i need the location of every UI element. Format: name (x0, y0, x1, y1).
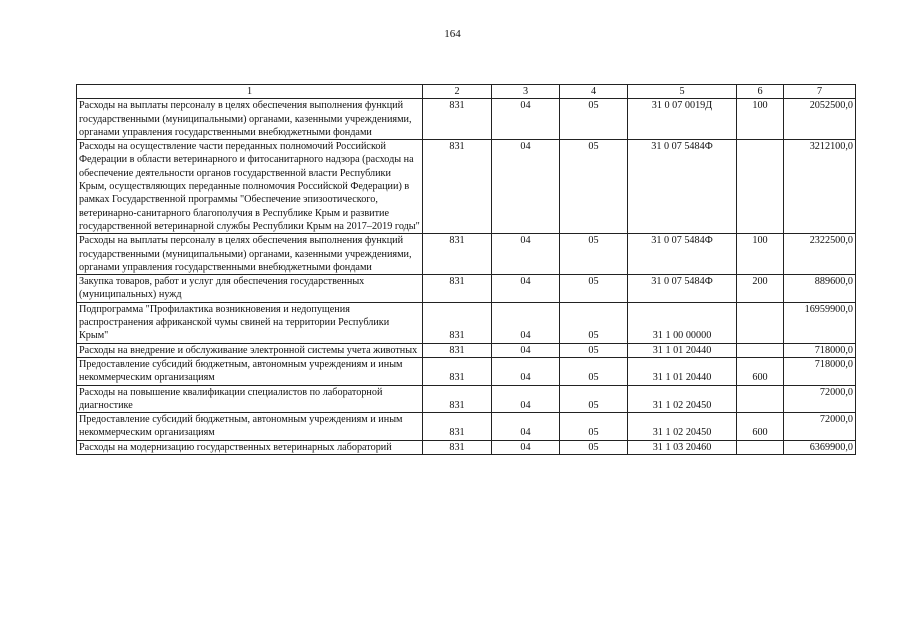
row-code-3: 04 (492, 140, 560, 234)
row-code-2: 831 (423, 357, 492, 385)
header-col-1: 1 (77, 85, 423, 99)
row-description: Расходы на внедрение и обслуживание электронной системы учета животных (77, 343, 423, 357)
row-code-3: 04 (492, 413, 560, 441)
table-row (77, 140, 856, 234)
row-code-2: 831 (423, 343, 492, 357)
table-row (77, 99, 856, 140)
header-col-2: 2 (423, 85, 492, 99)
row-amount: 6369900,0 (784, 440, 856, 454)
row-code-6 (737, 140, 784, 234)
row-description: Расходы на осуществление части переданных полномочий Российской Федерации в области ветеринарного и фитосанитарного надзора (расходы на обеспечение деятельности органов государственной власти Республики Крым, осуществляющих переданные полномочия Российской Федерации) в рамках Государственной программы "Обеспечение эпизоотического, ветеринарно-санитарного благополучия в Республике Крым и развитие государственной ветеринарной службы Республики Крым на 2017–2019 годы" (77, 140, 423, 234)
table-row (77, 343, 856, 357)
row-amount: 2052500,0 (784, 99, 856, 140)
row-code-2: 831 (423, 234, 492, 275)
row-code-4: 05 (560, 99, 628, 140)
row-code-4: 05 (560, 275, 628, 303)
row-code-5: 31 1 01 20440 (628, 357, 737, 385)
row-code-3: 04 (492, 234, 560, 275)
row-amount: 718000,0 (784, 343, 856, 357)
row-code-4: 05 (560, 140, 628, 234)
row-description: Закупка товаров, работ и услуг для обеспечения государственных (муниципальных) нужд (77, 275, 423, 303)
row-code-4: 05 (560, 357, 628, 385)
row-description: Подпрограмма "Профилактика возникновения и недопущения распространения африканской чумы свиней на территории Республики Крым" (77, 302, 423, 343)
row-code-3: 04 (492, 357, 560, 385)
row-code-3: 04 (492, 385, 560, 413)
row-code-6: 100 (737, 99, 784, 140)
page-number: 164 (444, 28, 461, 40)
row-code-5: 31 1 02 20450 (628, 413, 737, 441)
table-row (77, 357, 856, 385)
row-amount: 3212100,0 (784, 140, 856, 234)
header-col-6: 6 (737, 85, 784, 99)
table-row (77, 275, 856, 303)
row-code-4: 05 (560, 413, 628, 441)
row-code-4: 05 (560, 234, 628, 275)
row-code-6: 600 (737, 413, 784, 441)
row-amount: 16959900,0 (784, 302, 856, 343)
table-row (77, 234, 856, 275)
header-col-7: 7 (784, 85, 856, 99)
header-col-4: 4 (560, 85, 628, 99)
row-description: Расходы на выплаты персоналу в целях обеспечения выполнения функций государственными (муниципальными) органами, казенными учреждениями, органами управления государственными внебюджетными фондами (77, 99, 423, 140)
table-row (77, 385, 856, 413)
row-code-2: 831 (423, 385, 492, 413)
table-row (77, 440, 856, 454)
row-code-2: 831 (423, 440, 492, 454)
row-code-2: 831 (423, 275, 492, 303)
header-row (77, 85, 856, 99)
row-code-4: 05 (560, 385, 628, 413)
row-code-5: 31 0 07 5484Ф (628, 275, 737, 303)
row-code-6 (737, 343, 784, 357)
table-row (77, 413, 856, 441)
row-description: Расходы на выплаты персоналу в целях обеспечения выполнения функций государственными (муниципальными) органами, казенными учреждениями, органами управления государственными внебюджетными фондами (77, 234, 423, 275)
row-code-5: 31 1 01 20440 (628, 343, 737, 357)
row-code-5: 31 0 07 0019Д (628, 99, 737, 140)
row-code-3: 04 (492, 275, 560, 303)
row-description: Предоставление субсидий бюджетным, автономным учреждениям и иным некоммерческим организациям (77, 413, 423, 441)
row-description: Предоставление субсидий бюджетным, автономным учреждениям и иным некоммерческим организациям (77, 357, 423, 385)
row-code-6 (737, 302, 784, 343)
row-amount: 889600,0 (784, 275, 856, 303)
row-code-5: 31 1 02 20450 (628, 385, 737, 413)
row-code-5: 31 1 03 20460 (628, 440, 737, 454)
budget-table (76, 84, 856, 455)
row-code-2: 831 (423, 140, 492, 234)
row-code-6 (737, 385, 784, 413)
row-code-4: 05 (560, 343, 628, 357)
row-code-4: 05 (560, 440, 628, 454)
row-code-5: 31 0 07 5484Ф (628, 234, 737, 275)
row-code-6: 100 (737, 234, 784, 275)
header-col-5: 5 (628, 85, 737, 99)
row-amount: 72000,0 (784, 413, 856, 441)
row-code-5: 31 1 00 00000 (628, 302, 737, 343)
row-code-5: 31 0 07 5484Ф (628, 140, 737, 234)
row-code-3: 04 (492, 99, 560, 140)
row-code-3: 04 (492, 440, 560, 454)
row-code-6 (737, 440, 784, 454)
row-amount: 2322500,0 (784, 234, 856, 275)
row-code-2: 831 (423, 413, 492, 441)
row-code-3: 04 (492, 302, 560, 343)
row-description: Расходы на модернизацию государственных ветеринарных лабораторий (77, 440, 423, 454)
row-code-6: 200 (737, 275, 784, 303)
header-col-3: 3 (492, 85, 560, 99)
row-code-4: 05 (560, 302, 628, 343)
row-amount: 72000,0 (784, 385, 856, 413)
row-amount: 718000,0 (784, 357, 856, 385)
row-code-6: 600 (737, 357, 784, 385)
row-code-2: 831 (423, 99, 492, 140)
table-row (77, 302, 856, 343)
row-code-2: 831 (423, 302, 492, 343)
row-code-3: 04 (492, 343, 560, 357)
row-description: Расходы на повышение квалификации специалистов по лабораторной диагностике (77, 385, 423, 413)
